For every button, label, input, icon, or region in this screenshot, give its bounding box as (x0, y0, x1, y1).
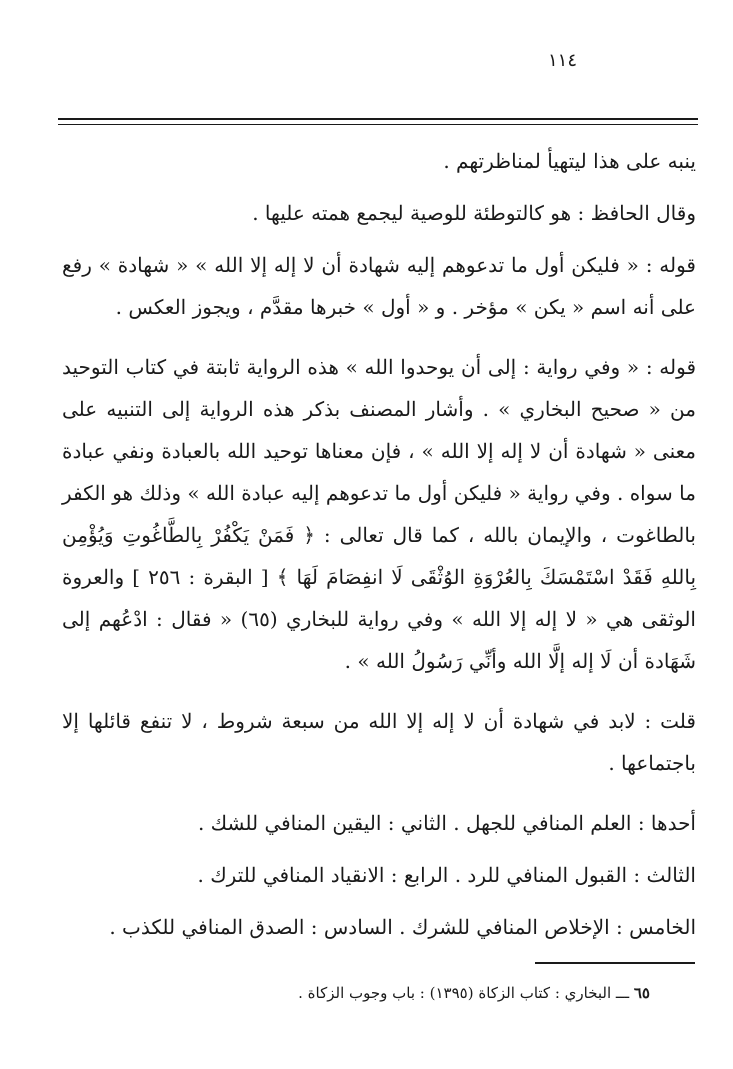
paragraph-7: الثالث : القبول المنافي للرد . الرابع : الانقياد المنافي للترك . (197, 863, 696, 887)
paragraph-3: قوله : « فليكن أول ما تدعوهم إليه شهادة أن لا إله إلا الله » « شهادة » رفع على أنه اسم « يكن » مؤخر . و « أول » خبرها مقدَّم ، ويجوز العكس . (62, 253, 696, 319)
page-body (62, 140, 696, 948)
header-rule-thick (58, 118, 698, 120)
paragraph-1: ينبه على هذا ليتهيأ لمناظرتهم . (443, 149, 696, 173)
paragraph-8: الخامس : الإخلاص المنافي للشرك . السادس : الصدق المنافي للكذب . (109, 915, 696, 939)
footnote-rule (535, 962, 695, 964)
paragraph-6: أحدها : العلم المنافي للجهل . الثاني : اليقين المنافي للشك . (197, 811, 696, 835)
paragraph-2: وقال الحافظ : هو كالتوطئة للوصية ليجمع همته عليها . (252, 201, 696, 225)
paragraph-5: قلت : لابد في شهادة أن لا إله إلا الله من سبعة شروط ، لا تنفع قائلها إلا باجتماعها . (62, 709, 696, 775)
page-number: ١١٤ (547, 50, 577, 71)
footnote-number: ٦٥ (633, 984, 650, 1002)
header-rule-thin (58, 124, 698, 125)
footnote (160, 984, 650, 1002)
footnote-text: ـــ البخاري : كتاب الزكاة (١٣٩٥) : باب وجوب الزكاة . (298, 984, 630, 1002)
paragraph-4: قوله : « وفي رواية : إلى أن يوحدوا الله » هذه الرواية ثابتة في كتاب التوحيد من « صحيح البخاري » . وأشار المصنف بذكر هذه الرواية إلى التنبيه على معنى « شهادة أن لا إله إلا الله » ، فإن معناها توحيد الله بالعبادة ونفي عبادة ما سواه . وفي رواية « فليكن أول ما تدعوهم إليه عبادة الله » وذلك هو الكفر بالطاغوت ، والإيمان بالله ، كما قال تعالى : ﴿ فَمَنْ يَكْفُرْ بِالطَّاغُوتِ وَيُؤْمِن بِاللهِ فَقَدْ اسْتَمْسَكَ بِالعُرْوَةِ الوُثْقَى لَا انفِصَامَ لَهَا ﴾ [ البقرة : ٢٥٦ ] والعروة الوثقى هي « لا إله إلا الله » وفي رواية للبخاري (٦٥) « فقال : ادْعُهم إلى شَهَادة أن لَا إله إلَّا الله وأنِّي رَسُولُ الله » . (62, 355, 697, 673)
